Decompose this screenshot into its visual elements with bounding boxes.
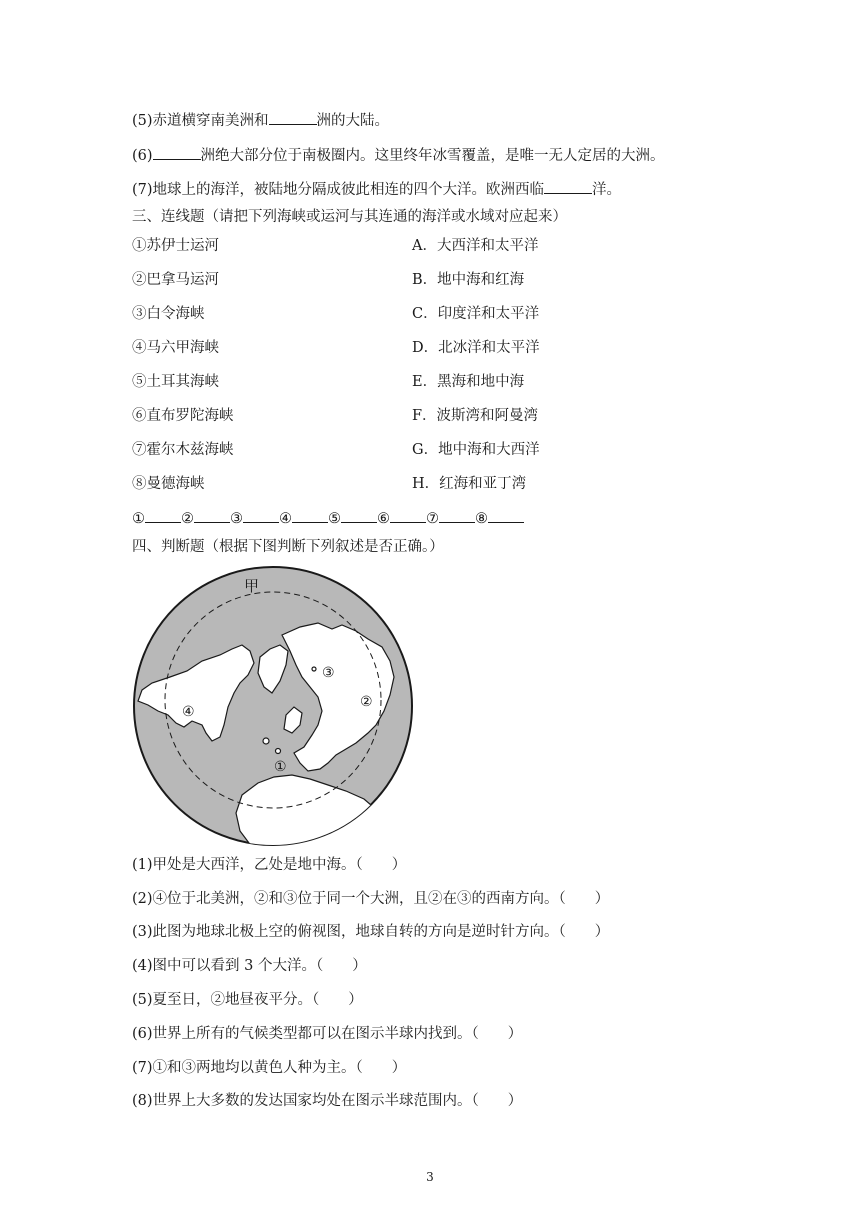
answer-blank[interactable] <box>544 179 592 194</box>
answer-mark: ④ <box>279 511 292 527</box>
answer-blank[interactable] <box>153 145 201 160</box>
map-label-3: ③ <box>322 665 335 681</box>
answer-mark: ⑤ <box>328 511 341 527</box>
match-right-item: E．黑海和地中海 <box>412 374 525 390</box>
judge-item-3: (3)此图为地球北极上空的俯视图，地球自转的方向是逆时针方向。（ ） <box>132 924 610 940</box>
judge-item-8: (8)世界上大多数的发达国家均处在图示半球范围内。（ ） <box>132 1093 523 1109</box>
match-right-item: B．地中海和红海 <box>412 272 525 288</box>
fill-in-text: (5)赤道横穿南美洲和 <box>132 113 269 129</box>
fill-in-text: (7)地球上的海洋，被陆地分隔成彼此相连的四个大洋。欧洲西临 <box>132 182 545 198</box>
answer-mark: ⑥ <box>377 511 390 527</box>
judge-item-1: (1)甲处是大西洋，乙处是地中海。（ ） <box>132 857 407 873</box>
answer-blank[interactable] <box>194 508 230 523</box>
section-4-title: 四、判断题（根据下图判断下列叙述是否正确。） <box>132 539 444 555</box>
judge-item-4: (4)图中可以看到 3 个大洋。（ ） <box>132 958 367 974</box>
island <box>312 667 316 671</box>
answer-mark: ⑦ <box>426 511 439 527</box>
section-3-title: 三、连线题（请把下列海峡或运河与其连通的海洋或水域对应起来） <box>132 209 567 225</box>
match-left-item: ⑥直布罗陀海峡 <box>132 408 234 424</box>
fill-in-7 <box>132 179 621 200</box>
answer-mark: ② <box>181 511 194 527</box>
answer-blank[interactable] <box>243 508 279 523</box>
island <box>276 749 281 754</box>
island <box>263 738 269 744</box>
match-right-item: F．波斯湾和阿曼湾 <box>412 408 539 424</box>
page-number: 3 <box>426 1170 434 1184</box>
answer-blank[interactable] <box>488 508 524 523</box>
match-right-item: D．北冰洋和太平洋 <box>412 340 540 356</box>
match-left-item: ③白令海峡 <box>132 306 205 322</box>
judge-item-2: (2)④位于北美洲，②和③位于同一个大洲，且②在③的西南方向。（ ） <box>132 891 610 907</box>
fill-in-text: (6) <box>132 148 153 164</box>
judge-item-5: (5)夏至日，②地昼夜平分。（ ） <box>132 992 363 1008</box>
fill-in-text: 洲的大陆。 <box>316 113 390 129</box>
match-left-item: ⑧曼德海峡 <box>132 476 205 492</box>
match-left-item: ④马六甲海峡 <box>132 340 219 356</box>
judge-item-6: (6)世界上所有的气候类型都可以在图示半球内找到。（ ） <box>132 1026 523 1042</box>
answer-blank[interactable] <box>292 508 328 523</box>
match-left-item: ⑦霍尔木兹海峡 <box>132 442 234 458</box>
match-right-item: A．大西洋和太平洋 <box>412 238 539 254</box>
fill-in-text: 洋。 <box>592 182 622 198</box>
match-answer-row <box>132 508 524 529</box>
fill-in-6 <box>132 145 665 166</box>
map-label-4: ④ <box>182 704 195 720</box>
answer-blank[interactable] <box>269 110 317 125</box>
answer-mark: ① <box>132 511 145 527</box>
match-left-item: ①苏伊士运河 <box>132 238 219 254</box>
match-left-item: ⑤土耳其海峡 <box>132 374 219 390</box>
answer-mark: ⑧ <box>475 511 488 527</box>
map-label-1: ① <box>274 759 287 775</box>
answer-mark: ③ <box>230 511 243 527</box>
answer-blank[interactable] <box>390 508 426 523</box>
map-label-jia: 甲 <box>244 577 260 595</box>
fill-in-5 <box>132 110 389 131</box>
match-right-item: G．地中海和大西洋 <box>412 442 540 458</box>
match-left-item: ②巴拿马运河 <box>132 272 219 288</box>
answer-blank[interactable] <box>341 508 377 523</box>
map-label-2: ② <box>360 694 373 710</box>
judge-item-7: (7)①和③两地均以黄色人种为主。（ ） <box>132 1060 407 1076</box>
fill-in-text: 洲绝大部分位于南极圈内。这里终年冰雪覆盖，是唯一无人定居的大洲。 <box>200 148 665 164</box>
answer-blank[interactable] <box>439 508 475 523</box>
answer-blank[interactable] <box>145 508 181 523</box>
match-right-item: H．红海和亚丁湾 <box>412 476 527 492</box>
match-right-item: C．印度洋和太平洋 <box>412 306 540 322</box>
polar-map <box>132 565 414 847</box>
